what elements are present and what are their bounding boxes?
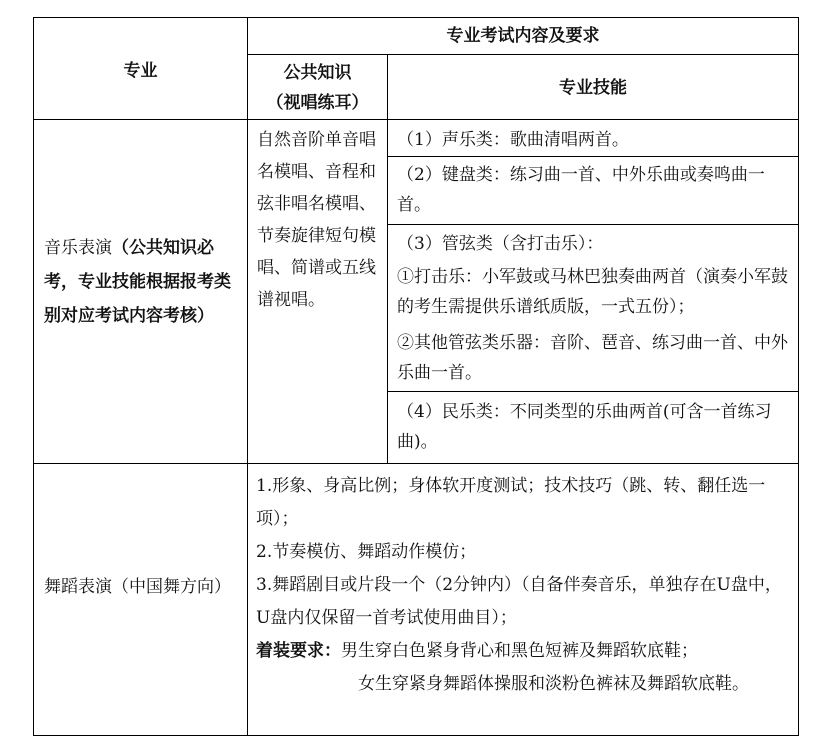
music-major-note: （公共知识必考，专业技能根据报考类别对应考试内容考核）: [44, 238, 231, 326]
music-major-cell: [44, 231, 244, 333]
music-item-other-orchestral: ②其他管弦类乐器：音阶、琶音、练习曲一首、中外乐曲一首。: [397, 333, 788, 383]
music-item-percussion: ①打击乐：小军鼓或马林巴独奏曲两首（演奏小军鼓的考生需提供乐谱纸质版，一式五份）；: [397, 267, 788, 317]
music-item3-divider: [387, 391, 799, 392]
dance-attire-male: 男生穿白色紧身背心和黑色短裤及舞蹈软底鞋；: [341, 641, 698, 661]
dance-attire-female: 女生穿紧身舞蹈体操服和淡粉色裤袜及舞蹈软底鞋。: [358, 674, 749, 694]
header-skills: 专业技能: [559, 78, 627, 98]
dance-item-3: 3.舞蹈剧目或片段一个（2分钟内）（自备伴奏音乐，单独存在U盘中，U盘内仅保留一首考试使用曲目）；: [256, 575, 782, 628]
music-item1-divider: [387, 156, 799, 157]
dance-item-2: 2.节奏模仿、舞蹈动作模仿；: [256, 542, 477, 562]
header-public-knowledge-line1: 公共知识: [283, 63, 352, 83]
music-item-keyboard: （2）键盘类：练习曲一首、中外乐曲或奏鸣曲一首。: [397, 165, 765, 215]
header-public-knowledge-line2: （视唱练耳）: [266, 93, 369, 113]
major-column-divider: [247, 17, 248, 736]
dance-item-1: 1.形象、身高比例；身体软开度测试；技术技巧（跳、转、翻任选一项）；: [256, 476, 766, 529]
dance-attire-male-line: [256, 635, 796, 668]
table-top-border: [33, 17, 799, 18]
table-right-border: [798, 17, 799, 736]
music-major-prefix: 音乐表演: [44, 238, 112, 258]
dance-attire-label: 着装要求：: [256, 641, 341, 661]
table-bottom-border: [33, 735, 799, 736]
dance-requirements: [256, 470, 796, 701]
music-item-folk: （4）民乐类：不同类型的乐曲两首(可含一首练习曲)。: [397, 402, 772, 452]
header-public-knowledge: [248, 58, 387, 118]
header-major: 专业: [123, 61, 158, 81]
public-knowledge-column-divider: [387, 54, 388, 464]
music-public-knowledge: 自然音阶单音唱名模唱、音程和弦非唱名模唱、节奏旋律短句模唱、简谱或五线谱视唱。: [257, 130, 376, 310]
header-divider: [247, 54, 799, 55]
music-item-orchestral: （3）管弦类（含打击乐）：: [397, 234, 604, 254]
table-left-border: [33, 17, 34, 736]
music-item2-divider: [387, 224, 799, 225]
header-bottom-border: [33, 119, 799, 120]
header-exam-title: 专业考试内容及要求: [446, 26, 600, 46]
dance-major: 舞蹈表演（中国舞方向）: [44, 577, 231, 597]
music-item-vocal: （1）声乐类：歌曲清唱两首。: [397, 130, 629, 150]
music-row-bottom-border: [33, 463, 799, 464]
